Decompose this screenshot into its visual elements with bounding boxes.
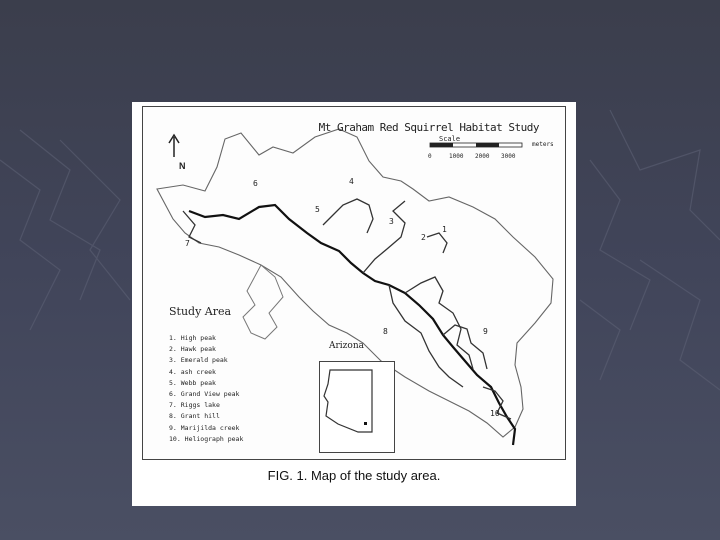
legend-item: 6. Grand View peak xyxy=(169,390,240,399)
legend-item: 3. Emerald peak xyxy=(169,356,228,365)
legend-item: 8. Grant hill xyxy=(169,412,220,421)
north-label: N xyxy=(179,161,186,171)
peak-number-6: 6 xyxy=(253,179,258,188)
scale-tick: 2000 xyxy=(475,153,490,160)
inset-label: Arizona xyxy=(329,341,365,351)
legend-item: 1. High peak xyxy=(169,334,216,342)
north-arrow-icon xyxy=(169,135,179,157)
peak-number-10: 10 xyxy=(490,409,500,418)
scale-unit: meters xyxy=(532,141,554,148)
legend-item: 10. Heliograph peak xyxy=(169,434,244,443)
peak-number-7: 7 xyxy=(185,239,190,248)
scale-label: Scale xyxy=(439,135,461,143)
peak-number-3: 3 xyxy=(389,217,394,226)
scale-tick: 1000 xyxy=(449,153,464,160)
map-title: Mt Graham Red Squirrel Habitat Study xyxy=(318,121,539,134)
legend-item: 7. Riggs lake xyxy=(169,401,220,410)
arizona-outline xyxy=(320,362,394,452)
legend-title: Study Area xyxy=(169,305,232,318)
peak-number-8: 8 xyxy=(383,327,388,336)
arizona-inset xyxy=(319,361,395,453)
peak-number-9: 9 xyxy=(483,327,488,336)
legend-item: 2. Hawk peak xyxy=(169,345,216,354)
map-frame xyxy=(142,106,566,460)
figure-image xyxy=(132,102,576,506)
legend-item: 5. Webb peak xyxy=(169,378,216,387)
legend-item: 9. Marijilda creek xyxy=(169,423,240,432)
peak-number-2: 2 xyxy=(421,233,426,242)
peak-number-1: 1 xyxy=(442,225,447,234)
lower-left-lobe xyxy=(243,265,283,339)
scale-bar xyxy=(430,143,522,147)
peak-number-5: 5 xyxy=(315,205,320,214)
legend-item: 4. ash creek xyxy=(169,367,216,376)
scale-tick: 3000 xyxy=(501,153,516,160)
scale-tick: 0 xyxy=(428,153,432,160)
legend-list xyxy=(169,333,243,445)
peak-number-4: 4 xyxy=(349,177,354,186)
figure-caption: FIG. 1. Map of the study area. xyxy=(267,468,441,483)
